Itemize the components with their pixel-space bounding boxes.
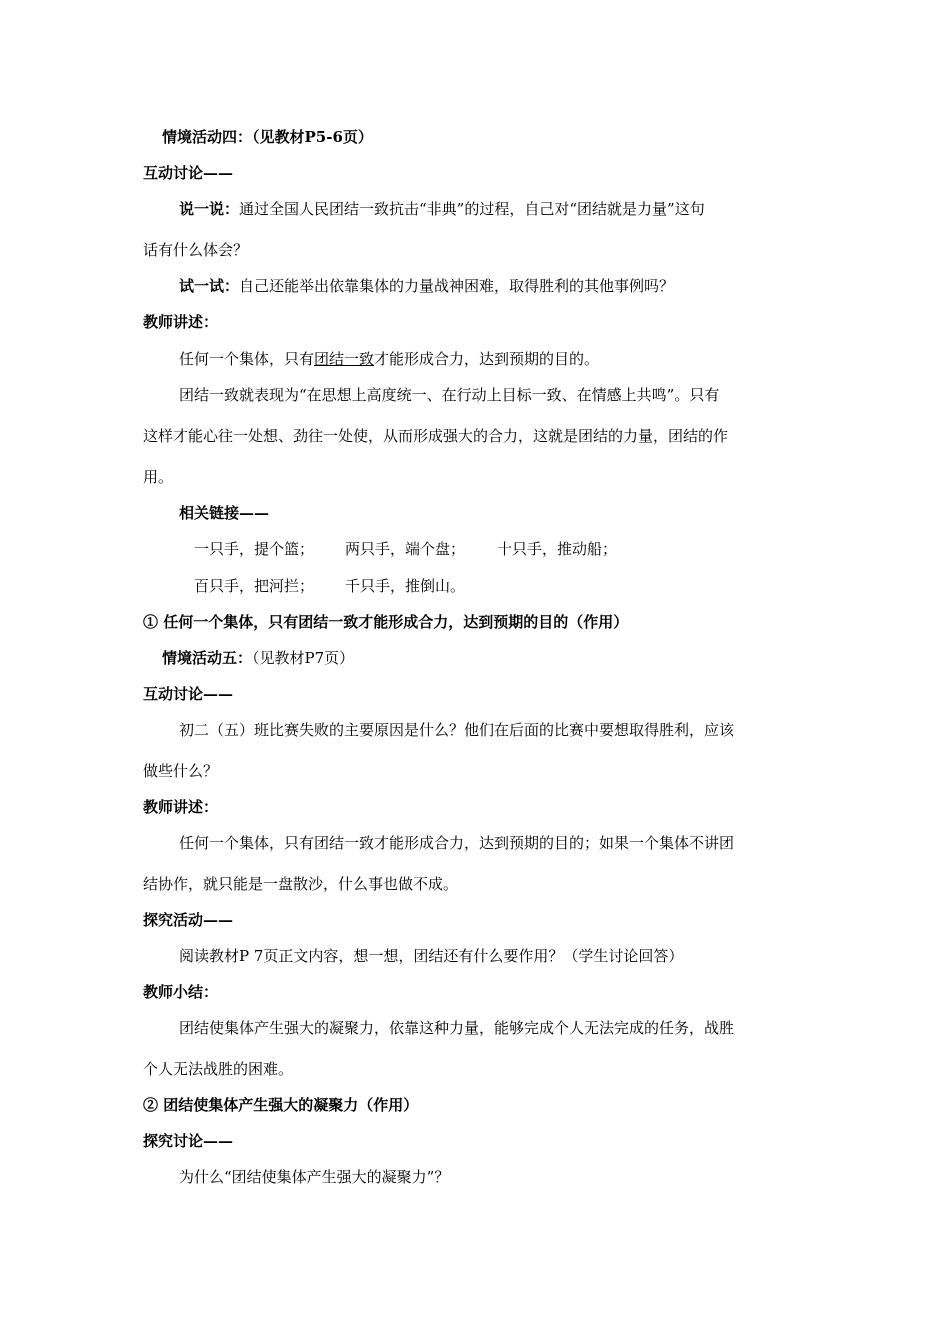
link-row2-item2: 千只手，推倒山。 <box>345 577 466 595</box>
explore-discussion-text: 为什么“团结使集体产生强大的凝聚力”？ <box>179 1168 450 1186</box>
discussion2-heading: 互动讨论—— <box>143 685 234 703</box>
try-text: 自己还能举出依靠集体的力量战神困难，取得胜利的其他事例吗？ <box>239 277 675 295</box>
point2: ② 团结使集体产生强大的凝聚力（作用） <box>143 1096 419 1114</box>
activity5-title <box>162 648 354 668</box>
explore-heading: 探究活动—— <box>143 911 234 929</box>
teacher2-line2: 结协作，就只能是一盘散沙，什么事也做不成。 <box>143 875 459 893</box>
summary-line1: 团结使集体产生强大的凝聚力，依靠这种力量，能够完成个人无法完成的任务，战胜 <box>179 1019 735 1037</box>
say-paragraph-line1 <box>179 199 705 219</box>
link-row1-item1: 一只手，提个篮； <box>194 540 315 558</box>
explore-discussion-heading: 探究讨论—— <box>143 1132 234 1150</box>
activity5-label: 情境活动五： <box>162 649 253 667</box>
teacher1-p1-text-a: 任何一个集体，只有 <box>179 350 315 368</box>
teacher1-p1-underlined: 团结一致 <box>314 350 375 368</box>
teacher2-line1: 任何一个集体，只有团结一致才能形成合力，达到预期的目的；如果一个集体不讲团 <box>179 834 735 852</box>
teacher1-paragraph1 <box>179 349 599 369</box>
link-row2-item1: 百只手，把河拦； <box>194 577 315 595</box>
try-label: 试一试： <box>179 277 240 295</box>
summary-heading: 教师小结： <box>143 983 219 1001</box>
teacher1-paragraph2-line2: 这样才能心往一处想、劲往一处使，从而形成强大的合力，这就是团结的力量，团结的作 <box>143 427 729 445</box>
link-row1-item2: 两只手，端个盘； <box>345 540 466 558</box>
activity5-ref: （见教材P7页） <box>252 649 355 667</box>
link-heading: 相关链接—— <box>179 504 270 522</box>
activity4-title: 情境活动四：（见教材P5-6页） <box>162 128 373 146</box>
link-row1-item3: 十只手，推动船； <box>497 540 618 558</box>
point1: ① 任何一个集体，只有团结一致才能形成合力，达到预期的目的（作用） <box>143 613 629 631</box>
say-paragraph-line2: 话有什么体会？ <box>143 241 249 259</box>
summary-line2: 个人无法战胜的困难。 <box>143 1060 294 1078</box>
say-label: 说一说： <box>179 200 240 218</box>
teacher1-heading: 教师讲述： <box>143 313 219 331</box>
teacher1-paragraph2-line1: 团结一致就表现为“在思想上高度统一、在行动上目标一致、在情感上共鸣”。只有 <box>179 386 720 404</box>
discussion1-heading: 互动讨论—— <box>143 164 234 182</box>
try-paragraph <box>179 276 674 296</box>
discussion2-line2: 做些什么？ <box>143 762 219 780</box>
say-text: 通过全国人民团结一致抗击“非典”的过程，自己对“团结就是力量”这句 <box>239 200 705 218</box>
teacher1-p1-text-b: 才能形成合力，达到预期的目的。 <box>374 350 600 368</box>
teacher1-paragraph2-line3: 用。 <box>143 468 174 486</box>
teacher2-heading: 教师讲述： <box>143 798 219 816</box>
explore-text: 阅读教材P 7页正文内容，想一想，团结还有什么要作用？（学生讨论回答） <box>179 947 684 965</box>
discussion2-line1: 初二（五）班比赛失败的主要原因是什么？他们在后面的比赛中要想取得胜利，应该 <box>179 721 735 739</box>
